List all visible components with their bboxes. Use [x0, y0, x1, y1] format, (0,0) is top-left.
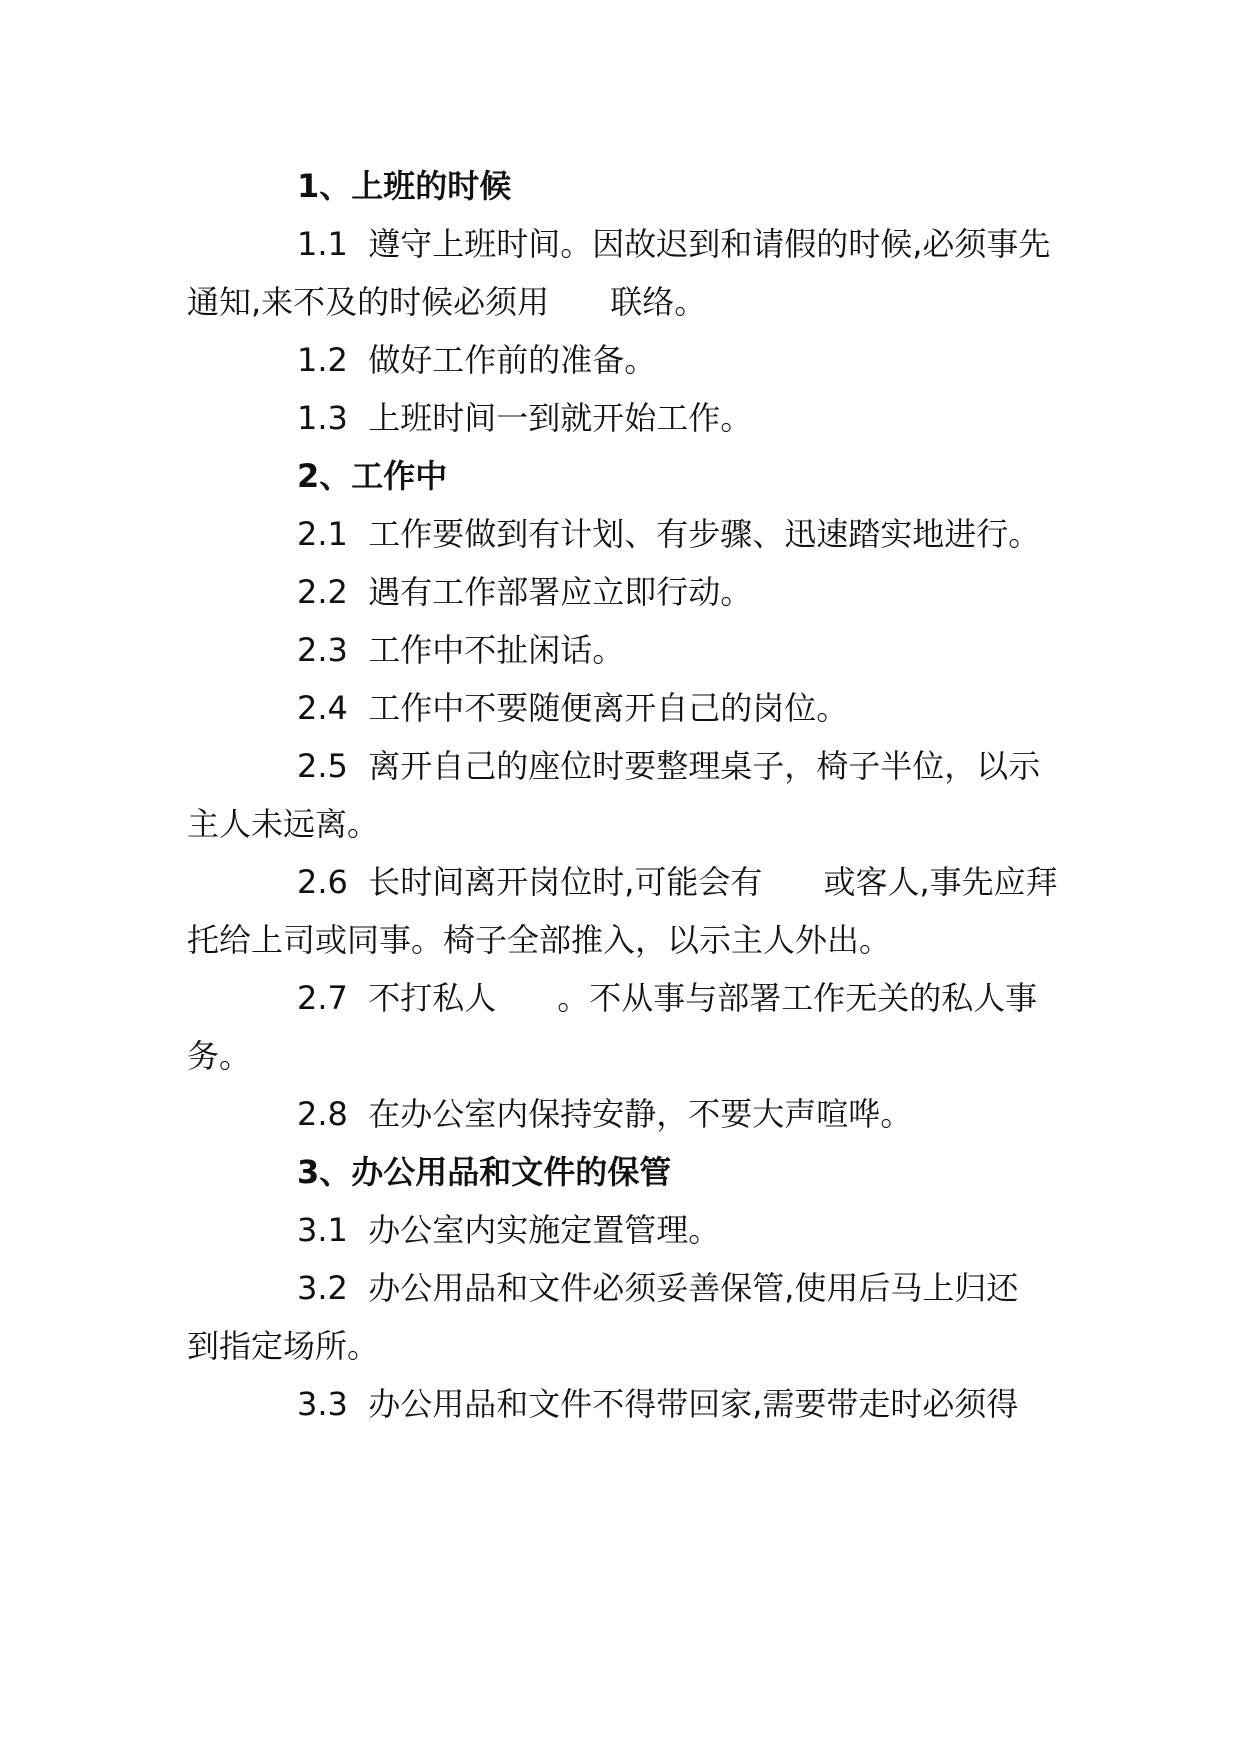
section-heading-3: 3、办公用品和文件的保管 — [297, 1153, 672, 1191]
clause-2-5-line-2: 主人未远离。 — [187, 805, 380, 843]
clause-2-7-line-1: 2.7 不打私人 。不从事与部署工作无关的私人事 — [297, 979, 1038, 1017]
clause-2-3: 2.3 工作中不扯闲话。 — [297, 631, 625, 669]
clause-2-7-line-2: 务。 — [187, 1037, 252, 1075]
clause-2-8: 2.8 在办公室内保持安静，不要大声喧哗。 — [297, 1095, 913, 1133]
clause-1-1-line-1: 1.1 遵守上班时间。因故迟到和请假的时候,必须事先 — [297, 225, 1051, 263]
clause-2-4: 2.4 工作中不要随便离开自己的岗位。 — [297, 689, 849, 727]
section-heading-2: 2、工作中 — [297, 457, 448, 495]
clause-3-3-line-1: 3.3 办公用品和文件不得带回家,需要带走时必须得 — [297, 1385, 1019, 1423]
clause-1-3: 1.3 上班时间一到就开始工作。 — [297, 399, 753, 437]
section-heading-1: 1、上班的时候 — [297, 167, 512, 205]
clause-2-5-line-1: 2.5 离开自己的座位时要整理桌子，椅子半位，以示 — [297, 747, 1041, 785]
clause-1-1-line-2: 通知,来不及的时候必须用 联络。 — [187, 283, 707, 321]
clause-3-2-line-2: 到指定场所。 — [187, 1327, 380, 1365]
clause-3-2-line-1: 3.2 办公用品和文件必须妥善保管,使用后马上归还 — [297, 1269, 1019, 1307]
clause-1-2: 1.2 做好工作前的准备。 — [297, 341, 657, 379]
clause-2-1: 2.1 工作要做到有计划、有步骤、迅速踏实地进行。 — [297, 515, 1041, 553]
clause-2-6-line-2: 托给上司或同事。椅子全部推入，以示主人外出。 — [187, 921, 892, 959]
clause-2-6-line-1: 2.6 长时间离开岗位时,可能会有 或客人,事先应拜 — [297, 863, 1058, 901]
clause-3-1: 3.1 办公室内实施定置管理。 — [297, 1211, 721, 1249]
clause-2-2: 2.2 遇有工作部署应立即行动。 — [297, 573, 753, 611]
